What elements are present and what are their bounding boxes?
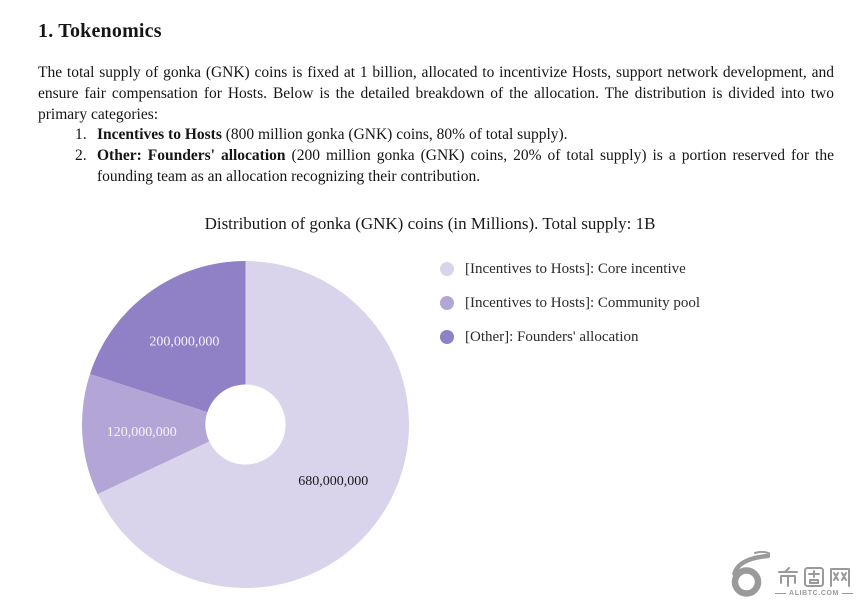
- slice-value-label: 120,000,000: [106, 425, 177, 441]
- legend-item: [440, 330, 700, 344]
- watermark: [726, 551, 856, 597]
- legend-item: [440, 296, 700, 310]
- legend-swatch-icon: [440, 262, 454, 276]
- list-item-incentives: [75, 124, 834, 145]
- legend-label: [Other]: Founders' allocation: [465, 328, 639, 345]
- dash-line: [775, 593, 786, 594]
- list-item-rest: (200 million gonka (GNK) coins, 20% of total supply) is a portion reserved for the founding team as an allocation recognizing their contribution.: [97, 147, 834, 185]
- watermark-url: ALIBTC.COM: [789, 590, 839, 597]
- list-number: 1.: [75, 126, 87, 143]
- watermark-url-row: [772, 590, 856, 597]
- allocation-list: [75, 124, 834, 187]
- watermark-logo-icon: [726, 551, 770, 597]
- list-item-lead: Incentives to Hosts: [97, 126, 222, 143]
- legend-label: [Incentives to Hosts]: Community pool: [465, 294, 700, 311]
- legend-swatch-icon: [440, 296, 454, 310]
- chart-legend: [440, 262, 700, 364]
- watermark-site-name-glyphs: [777, 566, 851, 588]
- dash-line: [842, 593, 853, 594]
- list-item-founders: [75, 145, 834, 187]
- legend-item: [440, 262, 700, 276]
- list-item-rest: (800 million gonka (GNK) coins, 80% of total supply).: [221, 126, 568, 143]
- list-item-lead: Other: Founders' allocation: [97, 147, 286, 164]
- donut-chart: [82, 261, 409, 588]
- watermark-text-block: [772, 566, 856, 597]
- list-text: [97, 145, 834, 187]
- list-number: 2.: [75, 147, 87, 164]
- list-text: [97, 124, 834, 145]
- legend-label: [Incentives to Hosts]: Core incentive: [465, 260, 686, 277]
- intro-paragraph: The total supply of gonka (GNK) coins is fixed at 1 billion, allocated to incentivize Hosts, support network development, and ensure fair compensation for Hosts. Below is the detailed breakdown of the allocation. The distribution is divided into two primary categories:: [38, 64, 834, 123]
- section-heading: 1. Tokenomics: [38, 20, 162, 42]
- slice-value-label: 680,000,000: [298, 474, 369, 490]
- legend-swatch-icon: [440, 330, 454, 344]
- slice-value-label: 200,000,000: [149, 334, 220, 350]
- chart-title: Distribution of gonka (GNK) coins (in Millions). Total supply: 1B: [204, 214, 656, 233]
